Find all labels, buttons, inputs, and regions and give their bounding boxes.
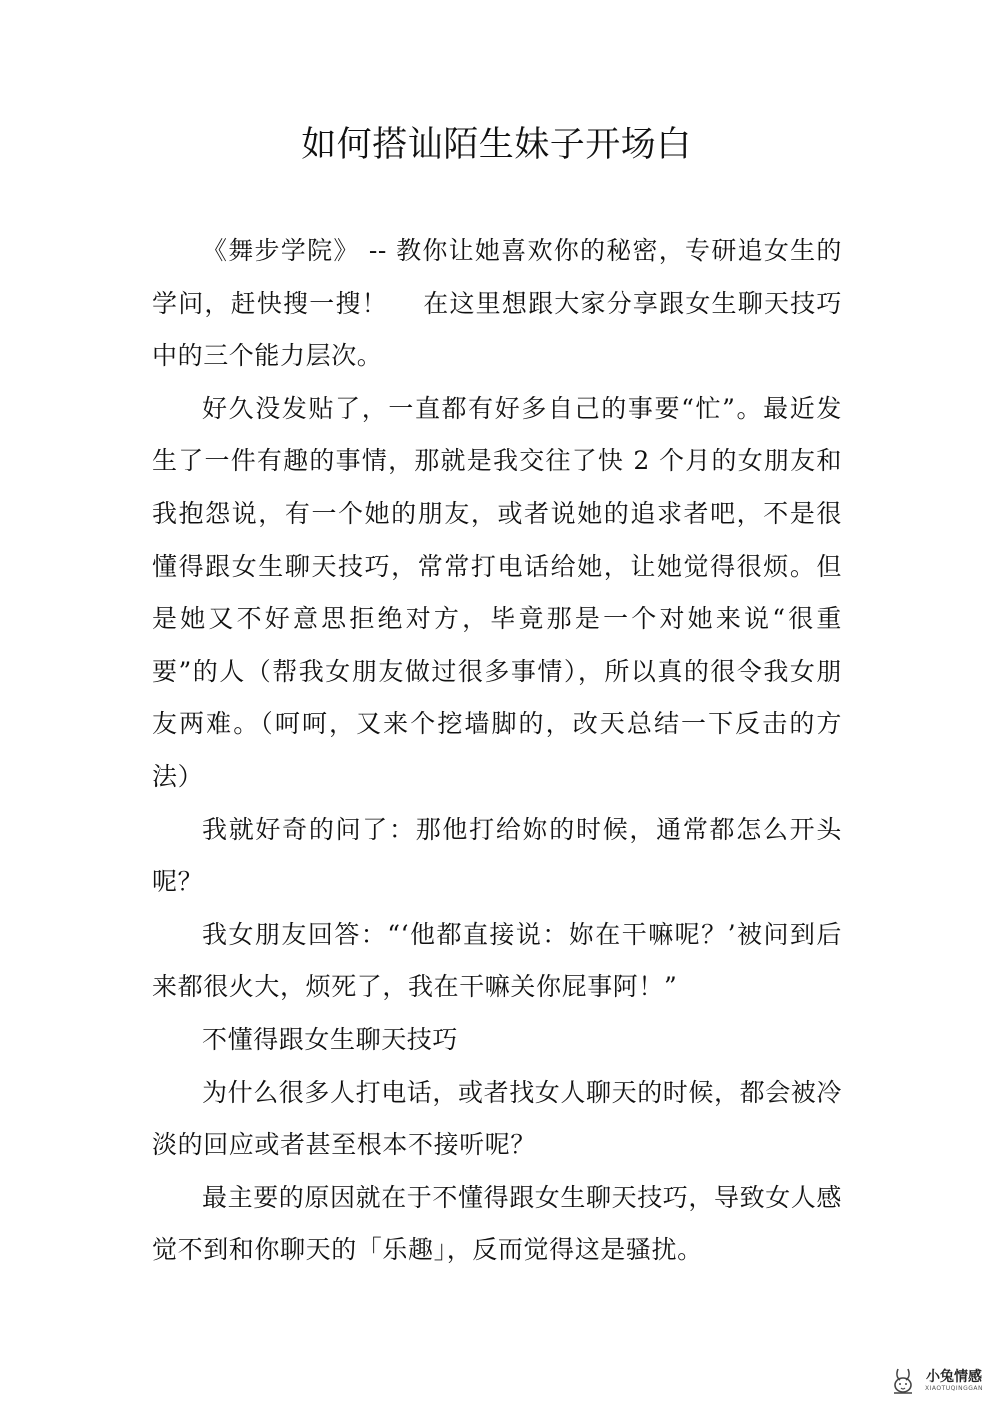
- document-title: 如何搭讪陌生妹子开场白: [301, 125, 692, 165]
- rabbit-logo-icon: [889, 1366, 919, 1396]
- paragraph-story: 好久没发贴了，一直都有好多自己的事要“忙”。最近发生了一件有趣的事情，那就是我交往了快 2 个月的女朋友和我抱怨说，有一个她的朋友，或者说她的追求者吧，不是很懂得跟女生聊天技巧，常常打电话给她，让她觉得很烦。但是她又不好意思拒绝对方，毕竟那是一个对她来说“很重要”的人（帮我女朋友做过很多事情），所以真的很令我女朋友两难。（呵呵，又来个挖墙脚的，改天总结一下反击的方法）: [152, 393, 842, 791]
- section-heading: 不懂得跟女生聊天技巧: [202, 1024, 459, 1054]
- paragraph-question: 我就好奇的问了：那他打给妳的时候，通常都怎么开头呢？: [152, 814, 842, 897]
- watermark-sub: XIAOTUQINGGAN: [924, 1385, 983, 1392]
- paragraph-answer: 我女朋友回答：“‘他都直接说：妳在干嘛呢？’被问到后来都很火大，烦死了，我在干嘛关你屁事阿！”: [152, 919, 842, 1002]
- paragraph-reason: 最主要的原因就在于不懂得跟女生聊天技巧，导致女人感觉不到和你聊天的「乐趣」，反而觉得这是骚扰。: [152, 1182, 843, 1265]
- watermark-name: 小兔情感: [925, 1369, 982, 1385]
- watermark-text: [925, 1369, 983, 1393]
- watermark: [889, 1366, 983, 1396]
- paragraph-intro: 《舞步学院》 -- 教你让她喜欢你的秘密，专研追女生的学问，赶快搜一搜！ 在这里想跟大家分享跟女生聊天技巧中的三个能力层次。: [152, 236, 842, 371]
- paragraph-why: 为什么很多人打电话，或者找女人聊天的时候，都会被冷淡的回应或者甚至根本不接听呢？: [152, 1077, 843, 1160]
- document-body: [152, 225, 842, 1277]
